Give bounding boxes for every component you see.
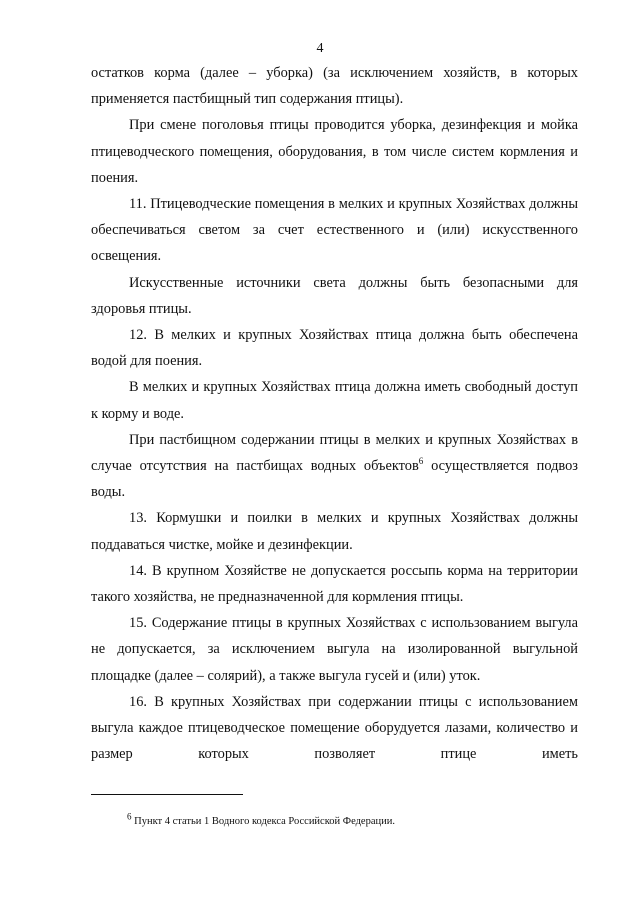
- paragraph-with-footnote: [91, 427, 578, 506]
- paragraph-item-14: 14. В крупном Хозяйстве не допускается россыпь корма на территории такого хозяйства, не предназначенной для кормления птицы.: [91, 562, 578, 606]
- paragraph-text-part: При пастбищном содержании птицы в мелких и крупных Хозяйствах в случае отсутствия на пастбищах водных объектов: [91, 431, 578, 475]
- paragraph: остатков корма (далее – уборка) (за исключением хозяйств, в которых применяется пастбищный тип содержания птицы).: [91, 65, 578, 108]
- paragraph: В мелких и крупных Хозяйствах птица должна иметь свободный доступ к корму и воде.: [91, 379, 578, 422]
- paragraph-item-16: 16. В крупных Хозяйствах при содержании птицы с использованием выгула каждое птицеводческое помещение оборудуется лазами, количество и размер которых позволяет птице иметь: [91, 693, 578, 763]
- paragraph-item-15: 15. Содержание птицы в крупных Хозяйствах с использованием выгула не допускается, за исключением выгула на изолированной выгульной площадке (далее – солярий), а также выгула гусей и (или) уток.: [91, 615, 578, 684]
- footnote: [127, 811, 395, 828]
- footnote-marker: 6: [127, 811, 132, 822]
- footnote-reference[interactable]: 6: [418, 456, 424, 467]
- paragraph-text-part: осуществляется подвоз воды.: [91, 458, 578, 501]
- footnote-separator: [91, 794, 243, 795]
- page-number: 4: [316, 41, 324, 56]
- document-body: [91, 60, 578, 767]
- paragraph: Искусственные источники света должны быть безопасными для здоровья птицы.: [91, 274, 578, 317]
- paragraph: При смене поголовья птицы проводится уборка, дезинфекция и мойка птицеводческого помещения, оборудования, в том числе систем кормления и поения.: [91, 117, 578, 186]
- paragraph-item-12: 12. В мелких и крупных Хозяйствах птица должна быть обеспечена водой для поения.: [91, 327, 578, 370]
- paragraph-item-11: 11. Птицеводческие помещения в мелких и крупных Хозяйствах должны обеспечиваться светом за счет естественного и (или) искусственного освещения.: [91, 196, 578, 265]
- footnote-text: Пункт 4 статьи 1 Водного кодекса Российской Федерации.: [131, 816, 395, 827]
- paragraph-item-13: 13. Кормушки и поилки в мелких и крупных Хозяйствах должны поддаваться чистке, мойке и дезинфекции.: [91, 510, 578, 553]
